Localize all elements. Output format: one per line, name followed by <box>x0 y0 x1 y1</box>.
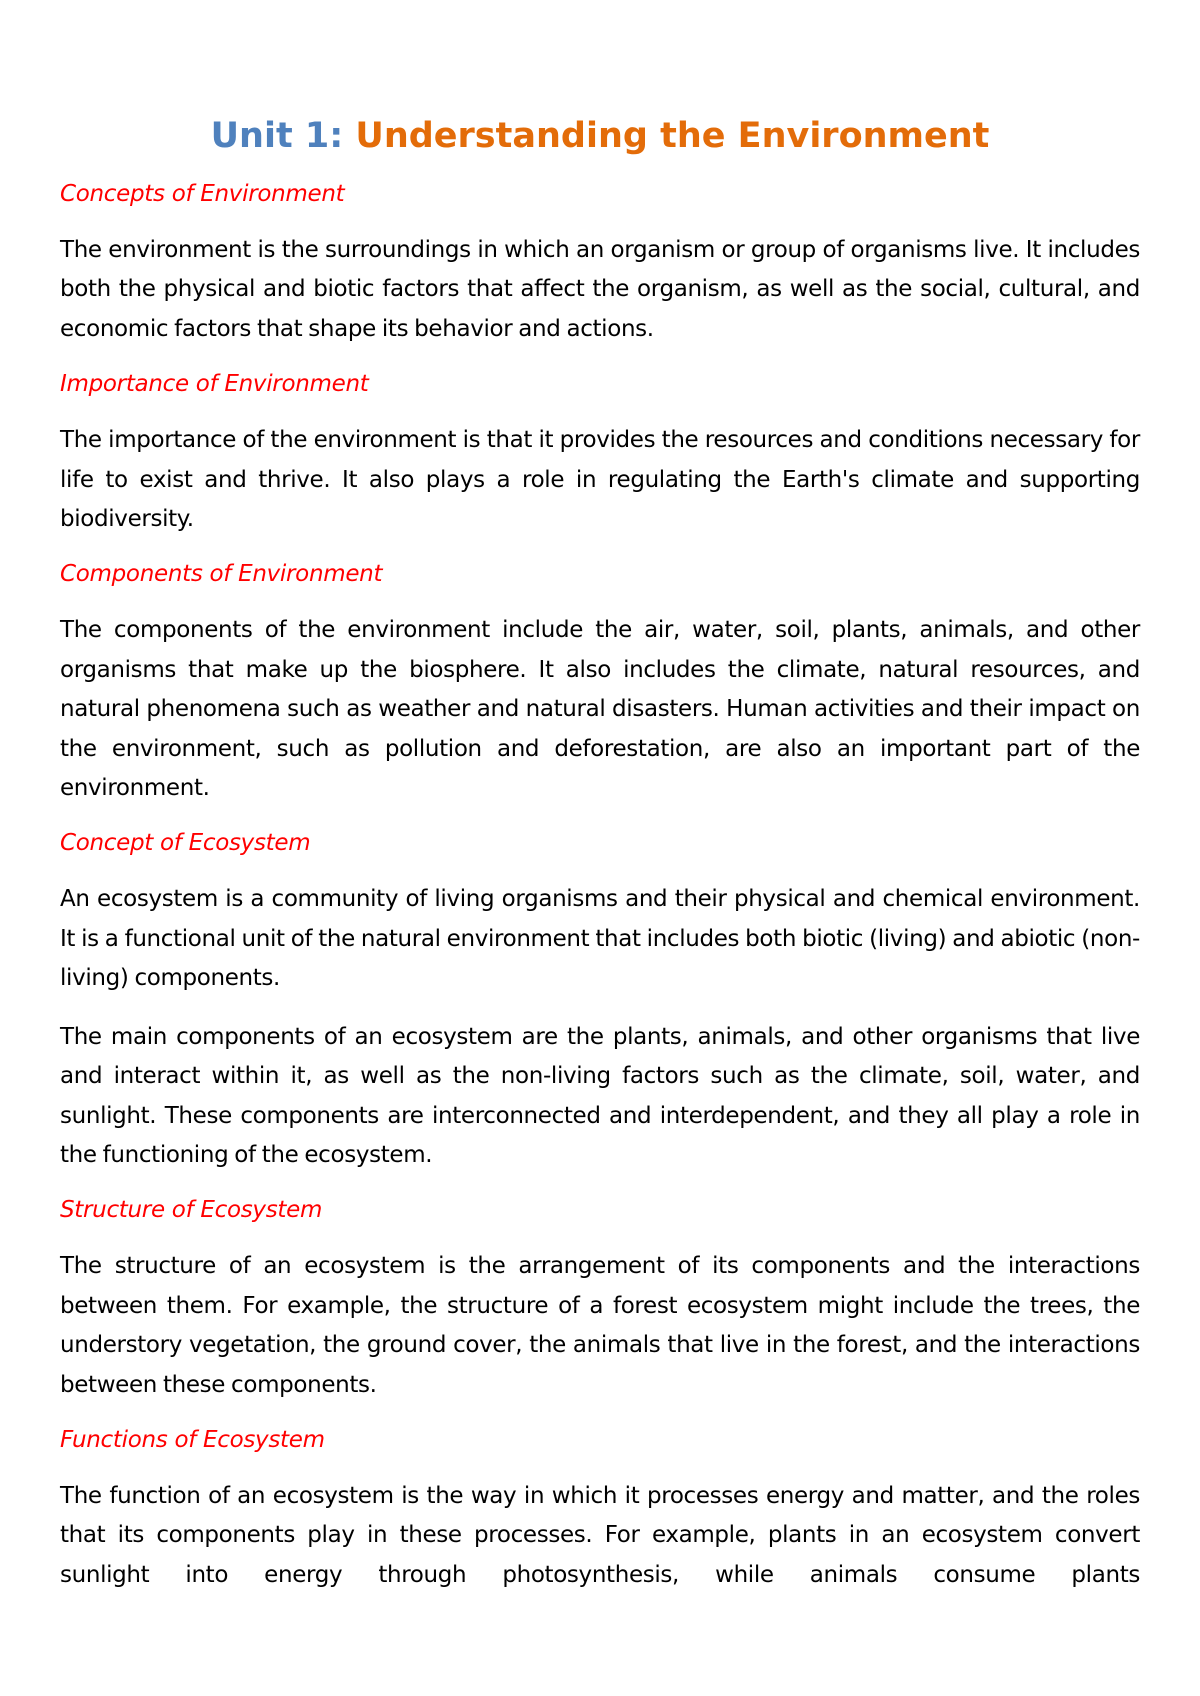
section-heading: Concepts of Environment <box>60 181 345 207</box>
section-components-of-environment <box>60 558 1140 808</box>
section-paragraph: The function of an ecosystem is the way in which it processes energy and matter, and the roles that its components play in these processes. For example, plants in an ecosystem convert sunlight into energy through photosynthesis, while animals consume plants <box>60 1482 1140 1588</box>
section-paragraph: The structure of an ecosystem is the arrangement of its components and the interactions between them. For example, the structure of a forest ecosystem might include the trees, the understory vegetation, the ground cover, the animals that live in the forest, and the interactions between these components. <box>60 1253 1140 1398</box>
section-paragraph: An ecosystem is a community of living organisms and their physical and chemical environment. It is a functional unit of the natural environment that includes both biotic (living) and abiotic (non-living) components. <box>60 886 1140 992</box>
section-importance-of-environment <box>60 368 1140 539</box>
section-heading: Concept of Ecosystem <box>60 830 311 857</box>
section-paragraph: The environment is the surroundings in which an organism or group of organisms live. It includes both the physical and biotic factors that affect the organism, as well as the social, cultural, and economic factors that shape its behavior and actions. <box>60 237 1140 342</box>
section-heading: Importance of Environment <box>60 371 369 398</box>
section-heading: Functions of Ecosystem <box>60 1426 325 1453</box>
section-structure-of-ecosystem <box>60 1194 1140 1405</box>
title-unit: Unit 1: <box>210 116 344 156</box>
section-heading: Structure of Ecosystem <box>60 1197 323 1224</box>
section-functions-of-ecosystem <box>60 1424 1140 1595</box>
section-paragraph: The components of the environment include the air, water, soil, plants, animals, and other organisms that make up the biosphere. It also includes the climate, natural resources, and natural phenomena such as weather and natural disasters. Human activities and their impact on the environment, such as pollution and deforestation, are also an important part of the environment. <box>60 617 1140 802</box>
section-paragraph: The main components of an ecosystem are the plants, animals, and other organisms that live and interact within it, as well as the non-living factors such as the climate, soil, water, and sunlight. These components are interconnected and interdependent, and they all play a role in the functioning of the ecosystem. <box>60 1023 1140 1168</box>
title-main: Understanding the Environment <box>355 116 990 156</box>
section-paragraph: The importance of the environment is that it provides the resources and conditions necessary for life to exist and thrive. It also plays a role in regulating the Earth's climate and supporting biodiversity. <box>60 427 1140 533</box>
section-concepts-of-environment <box>60 178 1140 349</box>
document-page <box>60 112 1140 1595</box>
page-title <box>60 112 1140 160</box>
section-heading: Components of Environment <box>60 561 383 588</box>
section-concept-of-ecosystem <box>60 827 1140 1175</box>
